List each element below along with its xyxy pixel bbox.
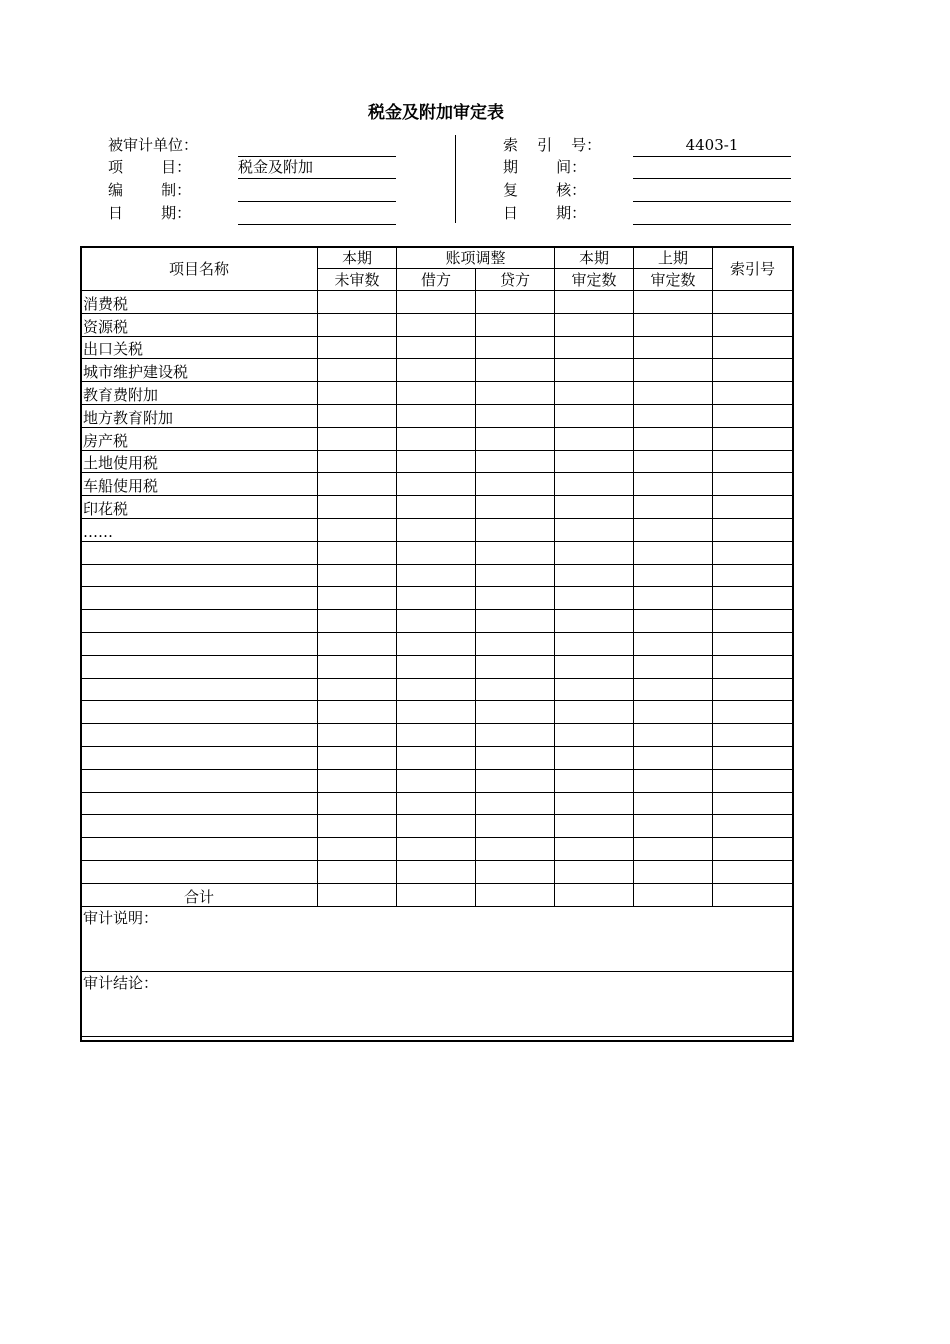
- unaudited-cell[interactable]: [318, 838, 397, 861]
- ref-cell[interactable]: [713, 518, 793, 541]
- table-row: [81, 518, 793, 541]
- item-name-cell[interactable]: 消费税: [81, 291, 318, 314]
- preparer-field[interactable]: [238, 180, 396, 202]
- prior-audited-cell[interactable]: [634, 632, 713, 655]
- prior-audited-cell[interactable]: [634, 541, 713, 564]
- ref-cell[interactable]: [713, 450, 793, 473]
- reviewer-field[interactable]: [633, 180, 791, 202]
- table-row: [81, 746, 793, 769]
- table-row: [81, 450, 793, 473]
- audited-cell[interactable]: [555, 883, 634, 906]
- item-name-cell[interactable]: 车船使用税: [81, 473, 318, 496]
- credit-cell[interactable]: [476, 746, 555, 769]
- audited-cell[interactable]: [555, 860, 634, 883]
- item-name-cell[interactable]: [81, 838, 318, 861]
- unaudited-cell[interactable]: [318, 655, 397, 678]
- table-row: [81, 313, 793, 336]
- audit-table: [80, 246, 793, 1037]
- ref-cell[interactable]: [713, 473, 793, 496]
- item-name-cell[interactable]: 城市维护建设税: [81, 359, 318, 382]
- table-row: [81, 427, 793, 450]
- col-header-prior-top: 上期: [634, 247, 713, 269]
- table-row: [81, 860, 793, 883]
- table-row: [81, 769, 793, 792]
- total-label: 合计: [81, 883, 318, 906]
- ref-cell[interactable]: [713, 655, 793, 678]
- prior-audited-cell[interactable]: [634, 838, 713, 861]
- table-row: [81, 701, 793, 724]
- preparer-label: 编 制：: [108, 181, 192, 199]
- unaudited-cell[interactable]: [318, 701, 397, 724]
- audited-cell[interactable]: [555, 427, 634, 450]
- ref-cell[interactable]: [713, 769, 793, 792]
- prior-audited-cell[interactable]: [634, 473, 713, 496]
- item-name-cell[interactable]: 印花税: [81, 496, 318, 519]
- unaudited-cell[interactable]: [318, 336, 397, 359]
- review-date-label: 日 期：: [503, 204, 587, 222]
- credit-cell[interactable]: [476, 427, 555, 450]
- credit-cell[interactable]: [476, 450, 555, 473]
- unaudited-cell[interactable]: [318, 746, 397, 769]
- item-name-cell[interactable]: [81, 746, 318, 769]
- prior-audited-cell[interactable]: [634, 815, 713, 838]
- unaudited-cell[interactable]: [318, 610, 397, 633]
- credit-cell[interactable]: [476, 518, 555, 541]
- table-row: [81, 404, 793, 427]
- ref-cell[interactable]: [713, 587, 793, 610]
- item-name-cell[interactable]: [81, 655, 318, 678]
- debit-cell[interactable]: [397, 496, 476, 519]
- table-row: [81, 792, 793, 815]
- index-label: 索 引 号：: [503, 136, 602, 154]
- audited-cell[interactable]: [555, 564, 634, 587]
- credit-cell[interactable]: [476, 587, 555, 610]
- item-name-cell[interactable]: [81, 632, 318, 655]
- audited-cell[interactable]: [555, 587, 634, 610]
- item-name-cell[interactable]: 地方教育附加: [81, 404, 318, 427]
- prior-audited-cell[interactable]: [634, 792, 713, 815]
- prep-date-field[interactable]: [238, 203, 396, 225]
- unaudited-cell[interactable]: [318, 860, 397, 883]
- audit-notes-cell[interactable]: [81, 906, 793, 971]
- audited-cell[interactable]: [555, 473, 634, 496]
- unaudited-cell[interactable]: [318, 518, 397, 541]
- unaudited-cell[interactable]: [318, 587, 397, 610]
- debit-cell[interactable]: [397, 359, 476, 382]
- total-row: [81, 883, 793, 906]
- col-header-audited-top: 本期: [555, 247, 634, 269]
- audited-cell[interactable]: [555, 724, 634, 747]
- debit-cell[interactable]: [397, 473, 476, 496]
- debit-cell[interactable]: [397, 792, 476, 815]
- audited-cell[interactable]: [555, 701, 634, 724]
- unaudited-cell[interactable]: [318, 632, 397, 655]
- debit-cell[interactable]: [397, 382, 476, 405]
- ref-cell[interactable]: [713, 860, 793, 883]
- prior-audited-cell[interactable]: [634, 769, 713, 792]
- table-row: [81, 655, 793, 678]
- prep-date-label: 日 期：: [108, 204, 192, 222]
- audited-cell[interactable]: [555, 359, 634, 382]
- audited-cell[interactable]: [555, 336, 634, 359]
- unaudited-cell[interactable]: [318, 473, 397, 496]
- col-header-unaudited-top: 本期: [318, 247, 397, 269]
- unaudited-cell[interactable]: [318, 792, 397, 815]
- ref-cell[interactable]: [713, 701, 793, 724]
- index-field[interactable]: 4403-1: [633, 135, 791, 157]
- auditee-label: 被审计单位：: [108, 136, 199, 154]
- credit-cell[interactable]: [476, 541, 555, 564]
- item-name-cell[interactable]: [81, 678, 318, 701]
- unaudited-cell[interactable]: [318, 382, 397, 405]
- unaudited-cell[interactable]: [318, 678, 397, 701]
- col-header-credit: 贷方: [476, 269, 555, 291]
- table-row: [81, 541, 793, 564]
- credit-cell[interactable]: [476, 473, 555, 496]
- table-row: [81, 838, 793, 861]
- table-row: [81, 587, 793, 610]
- audited-cell[interactable]: [555, 518, 634, 541]
- credit-cell[interactable]: [476, 359, 555, 382]
- item-name-cell[interactable]: 房产税: [81, 427, 318, 450]
- audited-cell[interactable]: [555, 450, 634, 473]
- credit-cell[interactable]: [476, 815, 555, 838]
- unaudited-cell[interactable]: [318, 291, 397, 314]
- audited-cell[interactable]: [555, 746, 634, 769]
- item-name-cell[interactable]: [81, 815, 318, 838]
- credit-cell[interactable]: [476, 769, 555, 792]
- ref-cell[interactable]: [713, 883, 793, 906]
- prior-audited-cell[interactable]: [634, 313, 713, 336]
- unaudited-cell[interactable]: [318, 724, 397, 747]
- debit-cell[interactable]: [397, 427, 476, 450]
- ref-cell[interactable]: [713, 792, 793, 815]
- prior-audited-cell[interactable]: [634, 496, 713, 519]
- audited-cell[interactable]: [555, 313, 634, 336]
- unaudited-cell[interactable]: [318, 496, 397, 519]
- period-field[interactable]: [633, 157, 791, 179]
- audit-notes-label: 审计说明：: [83, 908, 159, 927]
- table-row: [81, 610, 793, 633]
- table-row: [81, 291, 793, 314]
- item-name-cell[interactable]: 资源税: [81, 313, 318, 336]
- item-name-cell[interactable]: ……: [81, 518, 318, 541]
- audited-cell[interactable]: [555, 792, 634, 815]
- credit-cell[interactable]: [476, 838, 555, 861]
- credit-cell[interactable]: [476, 678, 555, 701]
- debit-cell[interactable]: [397, 655, 476, 678]
- debit-cell[interactable]: [397, 632, 476, 655]
- credit-cell[interactable]: [476, 860, 555, 883]
- prior-audited-cell[interactable]: [634, 518, 713, 541]
- ref-cell[interactable]: [713, 427, 793, 450]
- table-header-row-1: [81, 247, 793, 269]
- col-header-item: 项目名称: [81, 247, 318, 291]
- credit-cell[interactable]: [476, 655, 555, 678]
- col-header-prior-bottom: 审定数: [634, 269, 713, 291]
- item-name-cell[interactable]: 教育费附加: [81, 382, 318, 405]
- item-name-cell[interactable]: 土地使用税: [81, 450, 318, 473]
- item-name-cell[interactable]: [81, 769, 318, 792]
- review-date-field[interactable]: [633, 203, 791, 225]
- audit-notes-row: [81, 906, 793, 971]
- auditee-field[interactable]: [238, 135, 396, 157]
- audited-cell[interactable]: [555, 655, 634, 678]
- unaudited-cell[interactable]: [318, 564, 397, 587]
- unaudited-cell[interactable]: [318, 404, 397, 427]
- credit-cell[interactable]: [476, 632, 555, 655]
- debit-cell[interactable]: [397, 724, 476, 747]
- col-header-audited-bottom: 审定数: [555, 269, 634, 291]
- unaudited-cell[interactable]: [318, 541, 397, 564]
- debit-cell[interactable]: [397, 518, 476, 541]
- item-name-cell[interactable]: [81, 701, 318, 724]
- ref-cell[interactable]: [713, 382, 793, 405]
- audited-cell[interactable]: [555, 382, 634, 405]
- item-name-cell[interactable]: [81, 724, 318, 747]
- audited-cell[interactable]: [555, 769, 634, 792]
- debit-cell[interactable]: [397, 678, 476, 701]
- prior-audited-cell[interactable]: [634, 587, 713, 610]
- credit-cell[interactable]: [476, 404, 555, 427]
- debit-cell[interactable]: [397, 313, 476, 336]
- period-label: 期 间：: [503, 158, 587, 176]
- col-header-ref: 索引号: [713, 247, 793, 291]
- ref-cell[interactable]: [713, 815, 793, 838]
- debit-cell[interactable]: [397, 701, 476, 724]
- table-row: [81, 678, 793, 701]
- credit-cell[interactable]: [476, 610, 555, 633]
- credit-cell[interactable]: [476, 291, 555, 314]
- prior-audited-cell[interactable]: [634, 404, 713, 427]
- item-name-cell[interactable]: [81, 610, 318, 633]
- ref-cell[interactable]: [713, 746, 793, 769]
- table-row: [81, 336, 793, 359]
- debit-cell[interactable]: [397, 610, 476, 633]
- table-row: [81, 359, 793, 382]
- item-name-cell[interactable]: 出口关税: [81, 336, 318, 359]
- credit-cell[interactable]: [476, 496, 555, 519]
- ref-cell[interactable]: [713, 838, 793, 861]
- debit-cell[interactable]: [397, 336, 476, 359]
- ref-cell[interactable]: [713, 359, 793, 382]
- unaudited-cell[interactable]: [318, 427, 397, 450]
- prior-audited-cell[interactable]: [634, 883, 713, 906]
- credit-cell[interactable]: [476, 313, 555, 336]
- ref-cell[interactable]: [713, 632, 793, 655]
- prior-audited-cell[interactable]: [634, 450, 713, 473]
- table-row: [81, 724, 793, 747]
- prior-audited-cell[interactable]: [634, 291, 713, 314]
- prior-audited-cell[interactable]: [634, 724, 713, 747]
- debit-cell[interactable]: [397, 883, 476, 906]
- unaudited-cell[interactable]: [318, 359, 397, 382]
- ref-cell[interactable]: [713, 404, 793, 427]
- col-header-adjust: 账项调整: [397, 247, 555, 269]
- item-name-cell[interactable]: [81, 860, 318, 883]
- credit-cell[interactable]: [476, 382, 555, 405]
- item-name-cell[interactable]: [81, 564, 318, 587]
- credit-cell[interactable]: [476, 701, 555, 724]
- audited-cell[interactable]: [555, 404, 634, 427]
- audited-cell[interactable]: [555, 632, 634, 655]
- debit-cell[interactable]: [397, 404, 476, 427]
- table-row: [81, 564, 793, 587]
- prior-audited-cell[interactable]: [634, 610, 713, 633]
- table-row: [81, 496, 793, 519]
- unaudited-cell[interactable]: [318, 883, 397, 906]
- credit-cell[interactable]: [476, 724, 555, 747]
- ref-cell[interactable]: [713, 610, 793, 633]
- debit-cell[interactable]: [397, 291, 476, 314]
- prior-audited-cell[interactable]: [634, 564, 713, 587]
- prior-audited-cell[interactable]: [634, 427, 713, 450]
- ref-cell[interactable]: [713, 564, 793, 587]
- debit-cell[interactable]: [397, 769, 476, 792]
- audited-cell[interactable]: [555, 678, 634, 701]
- debit-cell[interactable]: [397, 838, 476, 861]
- debit-cell[interactable]: [397, 587, 476, 610]
- prior-audited-cell[interactable]: [634, 860, 713, 883]
- reviewer-label: 复 核：: [503, 181, 587, 199]
- debit-cell[interactable]: [397, 815, 476, 838]
- item-name-cell[interactable]: [81, 587, 318, 610]
- prior-audited-cell[interactable]: [634, 382, 713, 405]
- audited-cell[interactable]: [555, 610, 634, 633]
- unaudited-cell[interactable]: [318, 450, 397, 473]
- table-row: [81, 382, 793, 405]
- unaudited-cell[interactable]: [318, 815, 397, 838]
- page-title: 税金及附加审定表: [368, 103, 504, 123]
- prior-audited-cell[interactable]: [634, 701, 713, 724]
- item-label: 项 目：: [108, 158, 192, 176]
- ref-cell[interactable]: [713, 496, 793, 519]
- table-row: [81, 632, 793, 655]
- col-header-debit: 借方: [397, 269, 476, 291]
- table-row: [81, 815, 793, 838]
- prior-audited-cell[interactable]: [634, 746, 713, 769]
- audited-cell[interactable]: [555, 838, 634, 861]
- credit-cell[interactable]: [476, 792, 555, 815]
- audited-cell[interactable]: [555, 815, 634, 838]
- debit-cell[interactable]: [397, 860, 476, 883]
- ref-cell[interactable]: [713, 336, 793, 359]
- table-row: [81, 473, 793, 496]
- credit-cell[interactable]: [476, 336, 555, 359]
- debit-cell[interactable]: [397, 564, 476, 587]
- debit-cell[interactable]: [397, 541, 476, 564]
- col-header-unaudited-bottom: 未审数: [318, 269, 397, 291]
- prior-audited-cell[interactable]: [634, 678, 713, 701]
- item-name-cell[interactable]: [81, 792, 318, 815]
- audit-conclusion-label: 审计结论：: [83, 973, 159, 992]
- prior-audited-cell[interactable]: [634, 359, 713, 382]
- header-divider: [455, 135, 456, 223]
- ref-cell[interactable]: [713, 313, 793, 336]
- prior-audited-cell[interactable]: [634, 655, 713, 678]
- debit-cell[interactable]: [397, 450, 476, 473]
- audited-cell[interactable]: [555, 291, 634, 314]
- unaudited-cell[interactable]: [318, 313, 397, 336]
- ref-cell[interactable]: [713, 541, 793, 564]
- item-name-cell[interactable]: [81, 541, 318, 564]
- audit-conclusion-cell[interactable]: [81, 971, 793, 1036]
- credit-cell[interactable]: [476, 564, 555, 587]
- unaudited-cell[interactable]: [318, 769, 397, 792]
- ref-cell[interactable]: [713, 724, 793, 747]
- credit-cell[interactable]: [476, 883, 555, 906]
- prior-audited-cell[interactable]: [634, 336, 713, 359]
- audit-conclusion-row: [81, 971, 793, 1036]
- ref-cell[interactable]: [713, 291, 793, 314]
- item-field[interactable]: 税金及附加: [238, 157, 396, 179]
- debit-cell[interactable]: [397, 746, 476, 769]
- audited-cell[interactable]: [555, 496, 634, 519]
- audited-cell[interactable]: [555, 541, 634, 564]
- ref-cell[interactable]: [713, 678, 793, 701]
